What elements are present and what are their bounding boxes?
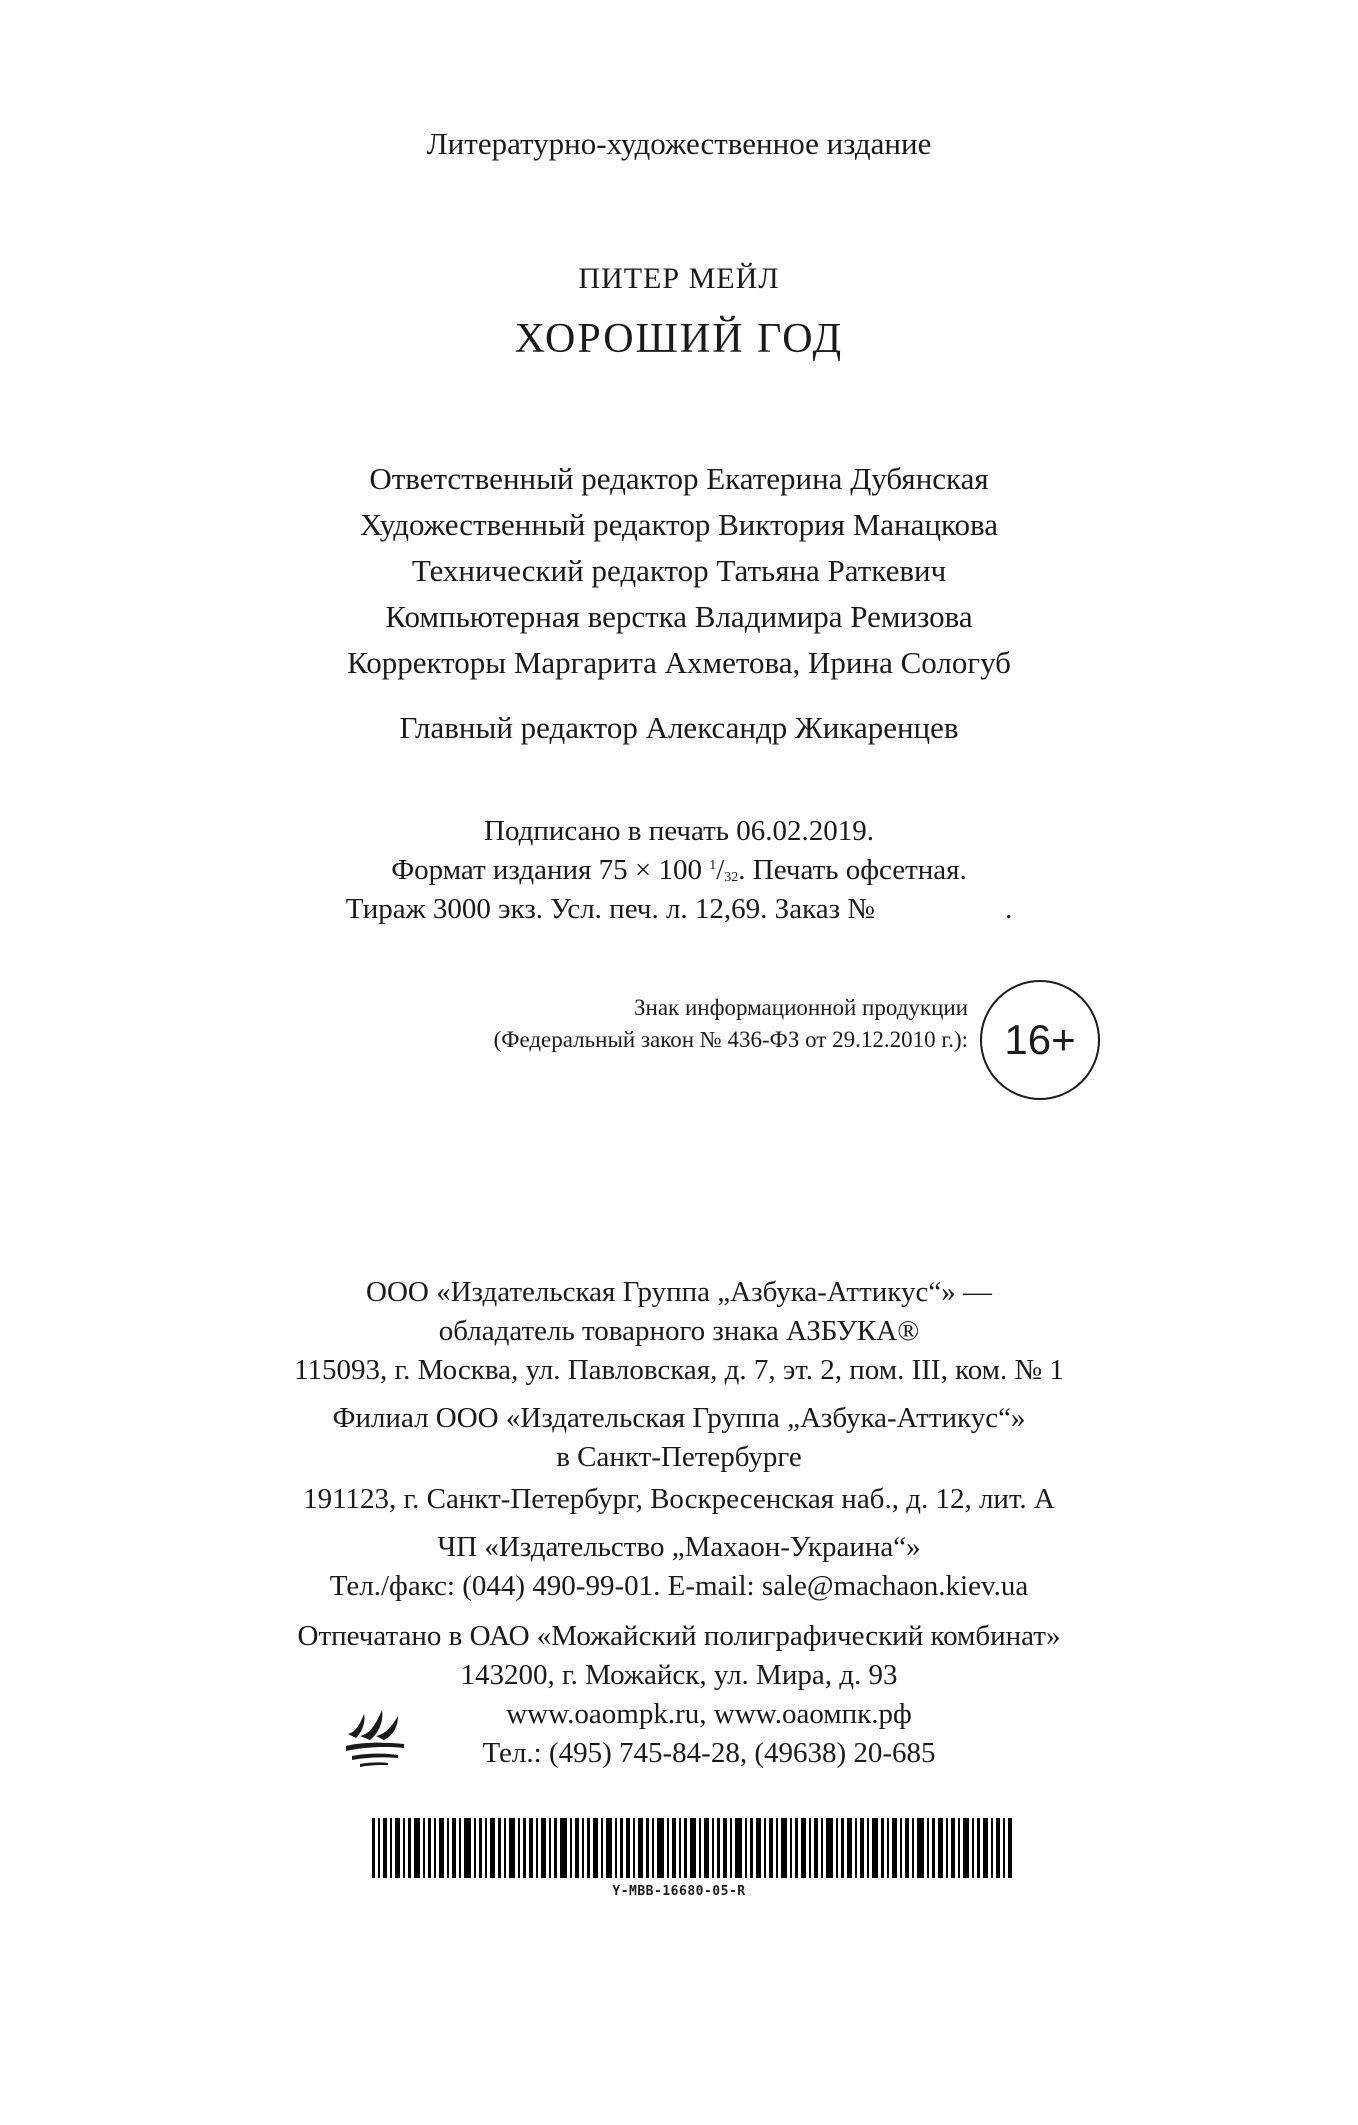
branch-line: Филиал ООО «Издательская Группа „Азбука-Аттикус“»	[332, 1402, 1026, 1434]
format-denominator: 32	[724, 870, 739, 885]
ukraine-contact: Тел./факс: (044) 490-99-01. E-mail: sale@machaon.kiev.ua	[329, 1570, 1029, 1602]
age-rating-line1: Знак информационной продукции	[634, 995, 968, 1020]
book-title: ХОРОШИЙ ГОД	[514, 316, 844, 362]
mozhaisk-printing-logo-icon	[342, 1706, 408, 1768]
age-rating-badge: 16+	[980, 980, 1100, 1100]
credit-line: Ответственный редактор Екатерина Дубянская	[369, 461, 989, 496]
publisher-address: 115093, г. Москва, ул. Павловская, д. 7, эт. 2, пом. III, ком. № 1	[294, 1354, 1064, 1386]
format-numerator: 1	[709, 858, 717, 873]
barcode	[372, 1818, 1012, 1878]
printer-line: Отпечатано в ОАО «Можайский полиграфический комбинат»	[297, 1620, 1061, 1652]
book-author: ПИТЕР МЕЙЛ	[578, 262, 780, 295]
printer-address: 143200, г. Можайск, ул. Мира, д. 93	[460, 1659, 898, 1691]
print-run-text: Тираж 3000 экз. Усл. печ. л. 12,69. Заказ №	[345, 893, 875, 925]
print-run-mark: .	[1004, 893, 1013, 925]
branch-line: в Санкт-Петербурге	[556, 1441, 802, 1473]
credit-line: Художественный редактор Виктория Манацкова	[360, 507, 998, 542]
edition-type: Литературно-художественное издание	[426, 126, 932, 161]
barcode-caption: Y-MBB-16680-05-R	[612, 1884, 746, 1899]
credit-line: Компьютерная верстка Владимира Ремизова	[385, 599, 973, 634]
publisher-line: ООО «Издательская Группа „Азбука-Аттикус“» —	[366, 1276, 992, 1308]
branch-address: 191123, г. Санкт-Петербург, Воскресенская наб., д. 12, лит. А	[303, 1483, 1055, 1515]
age-rating-line2: (Федеральный закон № 436-ФЗ от 29.12.2010 г.):	[493, 1027, 968, 1052]
credit-line: Корректоры Маргарита Ахметова, Ирина Сологуб	[347, 645, 1011, 680]
chief-editor: Главный редактор Александр Жикаренцев	[399, 710, 959, 745]
format-suffix: . Печать офсетная.	[738, 854, 967, 886]
signed-date: Подписано в печать 06.02.2019.	[484, 815, 874, 847]
format-line: Формат издания 75 × 100 $_1/_{32}$. Печать офсетная.	[391, 854, 967, 886]
format-prefix: Формат издания 75 × 100	[391, 854, 710, 886]
printer-phones: Тел.: (495) 745-84-28, (49638) 20-685	[482, 1737, 936, 1769]
publisher-line: обладатель товарного знака АЗБУКА®	[438, 1315, 920, 1347]
ukraine-line: ЧП «Издательство „Махаон-Украина“»	[437, 1531, 921, 1563]
age-rating-block	[0, 980, 1358, 1104]
printer-websites: www.oaompk.ru, www.оаомпк.рф	[506, 1698, 912, 1730]
credit-line: Технический редактор Татьяна Раткевич	[411, 553, 947, 588]
print-run	[0, 895, 1358, 924]
age-rating-caption	[494, 992, 968, 1056]
